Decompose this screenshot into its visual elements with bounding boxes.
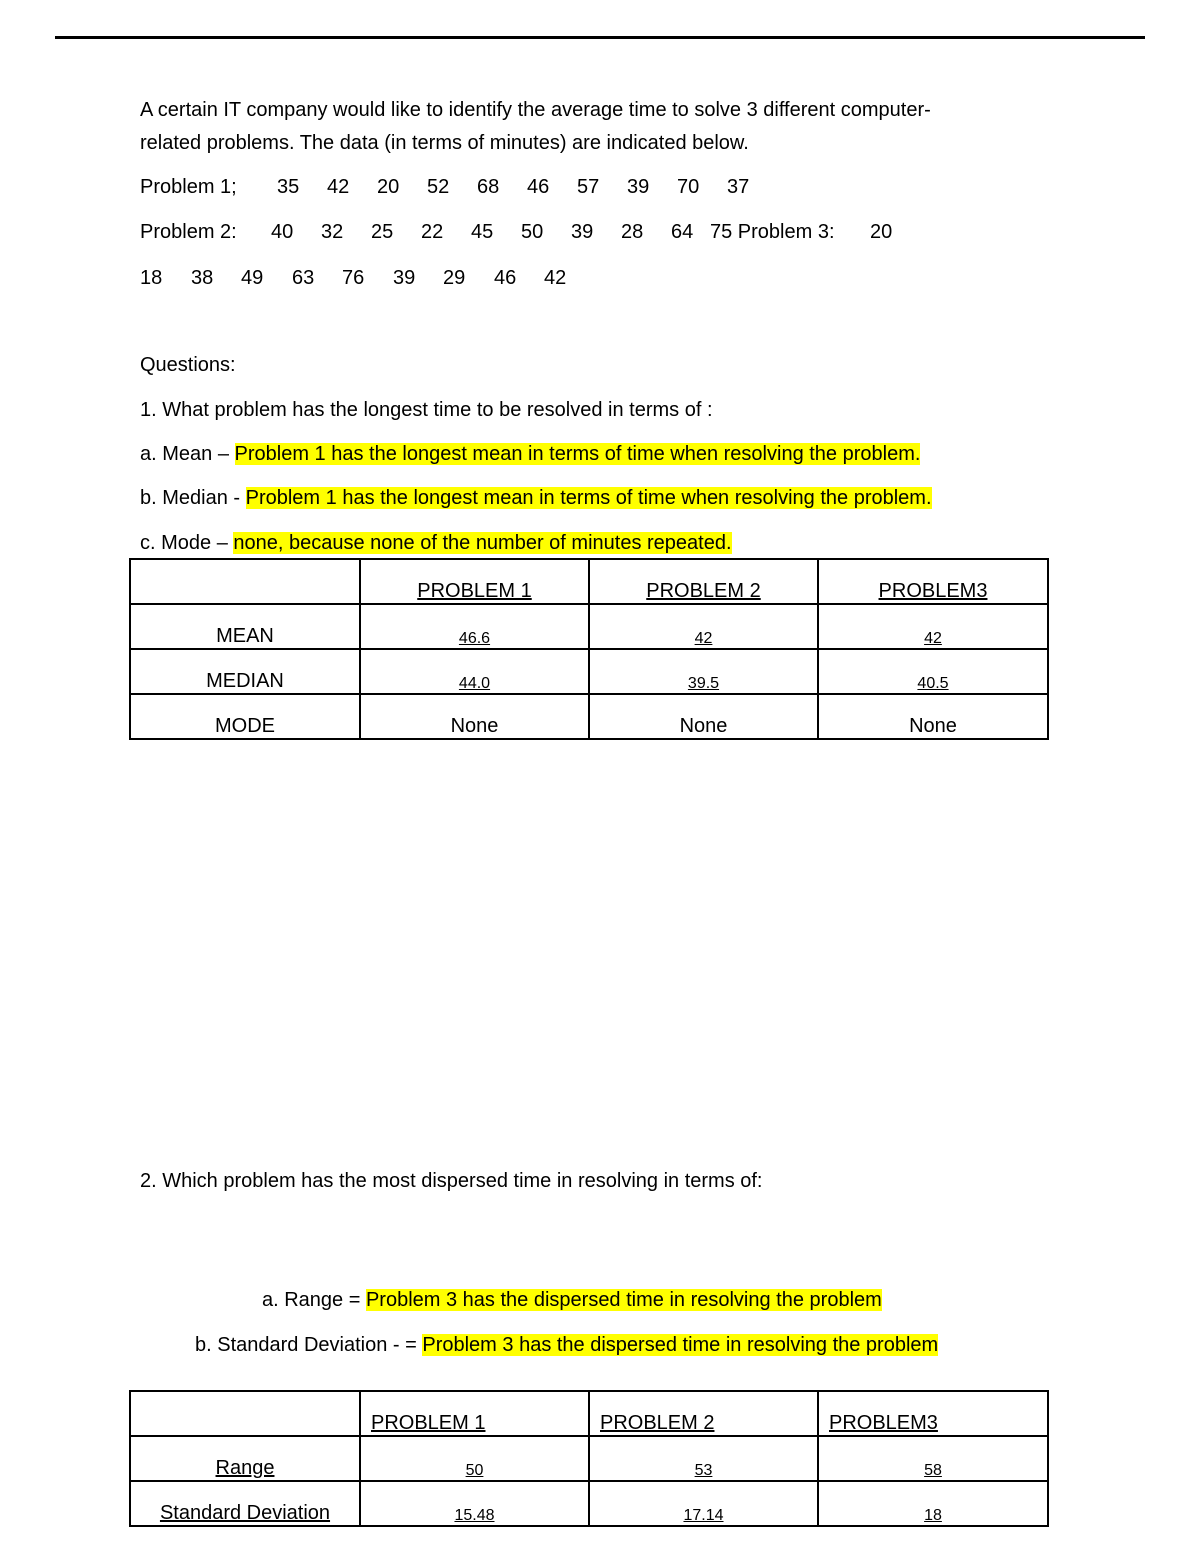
answer-c-label: c. Mode – xyxy=(140,532,234,554)
answer-b-label: b. Median - xyxy=(140,487,246,509)
p2-value: 28 xyxy=(621,221,644,243)
table-cell: 42 xyxy=(589,604,818,649)
p3-value: 39 xyxy=(393,267,416,289)
table-header-cell xyxy=(130,559,360,604)
answer-2a-label: a. Range = xyxy=(262,1289,366,1311)
answer-a-label: a. Mean – xyxy=(140,443,235,465)
answer-b-highlight: Problem 1 has the longest mean in terms of time when resolving the problem. xyxy=(245,487,932,509)
table-cell: 17.14 xyxy=(589,1481,818,1526)
table-header-row xyxy=(130,559,1048,604)
table-cell: None xyxy=(589,694,818,739)
p2-value: 45 xyxy=(471,221,494,243)
table-row xyxy=(130,604,1048,649)
problem-1-label: Problem 1; xyxy=(140,176,237,198)
p1-value: 46 xyxy=(527,176,550,198)
dispersion-table xyxy=(129,1390,1049,1527)
p3-value: 38 xyxy=(191,267,214,289)
table-cell: 46.6 xyxy=(360,604,589,649)
table-header-cell: PROBLEM 2 xyxy=(589,1391,818,1436)
row-label: MODE xyxy=(130,694,360,739)
table-cell: None xyxy=(360,694,589,739)
answer-2b-label: b. Standard Deviation - = xyxy=(195,1334,423,1356)
table-header-cell: PROBLEM 1 xyxy=(360,559,589,604)
row-label: Range xyxy=(130,1436,360,1481)
question-2: 2. Which problem has the most dispersed time in resolving in terms of: xyxy=(140,1170,763,1192)
answer-a-mean xyxy=(140,441,920,467)
answer-2b-std xyxy=(195,1332,938,1358)
row-label: MEAN xyxy=(130,604,360,649)
table-row xyxy=(130,1481,1048,1526)
answer-c-mode xyxy=(140,530,732,556)
p1-value: 35 xyxy=(277,176,300,198)
top-rule xyxy=(55,36,1145,39)
table-cell: None xyxy=(818,694,1048,739)
p3-value: 76 xyxy=(342,267,365,289)
p3-value: 46 xyxy=(494,267,517,289)
p2-value: 40 xyxy=(271,221,294,243)
p3-value: 18 xyxy=(140,267,163,289)
p2-value: 25 xyxy=(371,221,394,243)
table-cell: 39.5 xyxy=(589,649,818,694)
table-row xyxy=(130,649,1048,694)
row-label: Standard Deviation xyxy=(130,1481,360,1526)
table-cell: 58 xyxy=(818,1436,1048,1481)
intro-line-2: related problems. The data (in terms of minutes) are indicated below. xyxy=(140,132,749,154)
answer-b-median xyxy=(140,485,932,511)
table-header-cell: PROBLEM 2 xyxy=(589,559,818,604)
questions-heading: Questions: xyxy=(140,354,236,376)
table-cell: 50 xyxy=(360,1436,589,1481)
problem-2-label: Problem 2: xyxy=(140,221,237,243)
p3-value: 29 xyxy=(443,267,466,289)
p3-value: 42 xyxy=(544,267,567,289)
table-row xyxy=(130,1436,1048,1481)
p1-value: 52 xyxy=(427,176,450,198)
p3-first-value: 20 xyxy=(870,221,893,243)
p2-value: 22 xyxy=(421,221,444,243)
question-1: 1. What problem has the longest time to be resolved in terms of : xyxy=(140,399,713,421)
p1-value: 70 xyxy=(677,176,700,198)
p2-value: 32 xyxy=(321,221,344,243)
table-cell: 53 xyxy=(589,1436,818,1481)
row-label: MEDIAN xyxy=(130,649,360,694)
table-header-cell: PROBLEM 1 xyxy=(360,1391,589,1436)
table-row xyxy=(130,694,1048,739)
p1-value: 42 xyxy=(327,176,350,198)
p1-value: 37 xyxy=(727,176,750,198)
table-header-cell: PROBLEM3 xyxy=(818,559,1048,604)
table-header-cell xyxy=(130,1391,360,1436)
table-cell: 15.48 xyxy=(360,1481,589,1526)
central-tendency-table xyxy=(129,558,1049,740)
table-cell: 42 xyxy=(818,604,1048,649)
table-cell: 18 xyxy=(818,1481,1048,1526)
problem-1-line xyxy=(140,174,777,200)
table-header-cell: PROBLEM3 xyxy=(818,1391,1048,1436)
table-cell: 40.5 xyxy=(818,649,1048,694)
table-header-row xyxy=(130,1391,1048,1436)
answer-a-highlight: Problem 1 has the longest mean in terms of time when resolving the problem. xyxy=(234,443,921,465)
answer-2a-range xyxy=(262,1287,882,1313)
p1-value: 57 xyxy=(577,176,600,198)
problem-2-line xyxy=(140,219,892,245)
p1-value: 39 xyxy=(627,176,650,198)
answer-2b-highlight: Problem 3 has the dispersed time in resolving the problem xyxy=(422,1334,939,1356)
intro-line-1: A certain IT company would like to identify the average time to solve 3 different computer- xyxy=(140,99,931,121)
p2-value: 39 xyxy=(571,221,594,243)
answer-2a-highlight: Problem 3 has the dispersed time in resolving the problem xyxy=(365,1289,882,1311)
table-cell: 44.0 xyxy=(360,649,589,694)
p2-value: 64 xyxy=(671,221,694,243)
p3-value: 49 xyxy=(241,267,264,289)
p3-value: 63 xyxy=(292,267,315,289)
problem-3-line xyxy=(140,265,584,291)
p1-value: 68 xyxy=(477,176,500,198)
p2-tail: 75 Problem 3: xyxy=(710,221,835,243)
p1-value: 20 xyxy=(377,176,400,198)
p2-value: 50 xyxy=(521,221,544,243)
answer-c-highlight: none, because none of the number of minutes repeated. xyxy=(233,532,732,554)
